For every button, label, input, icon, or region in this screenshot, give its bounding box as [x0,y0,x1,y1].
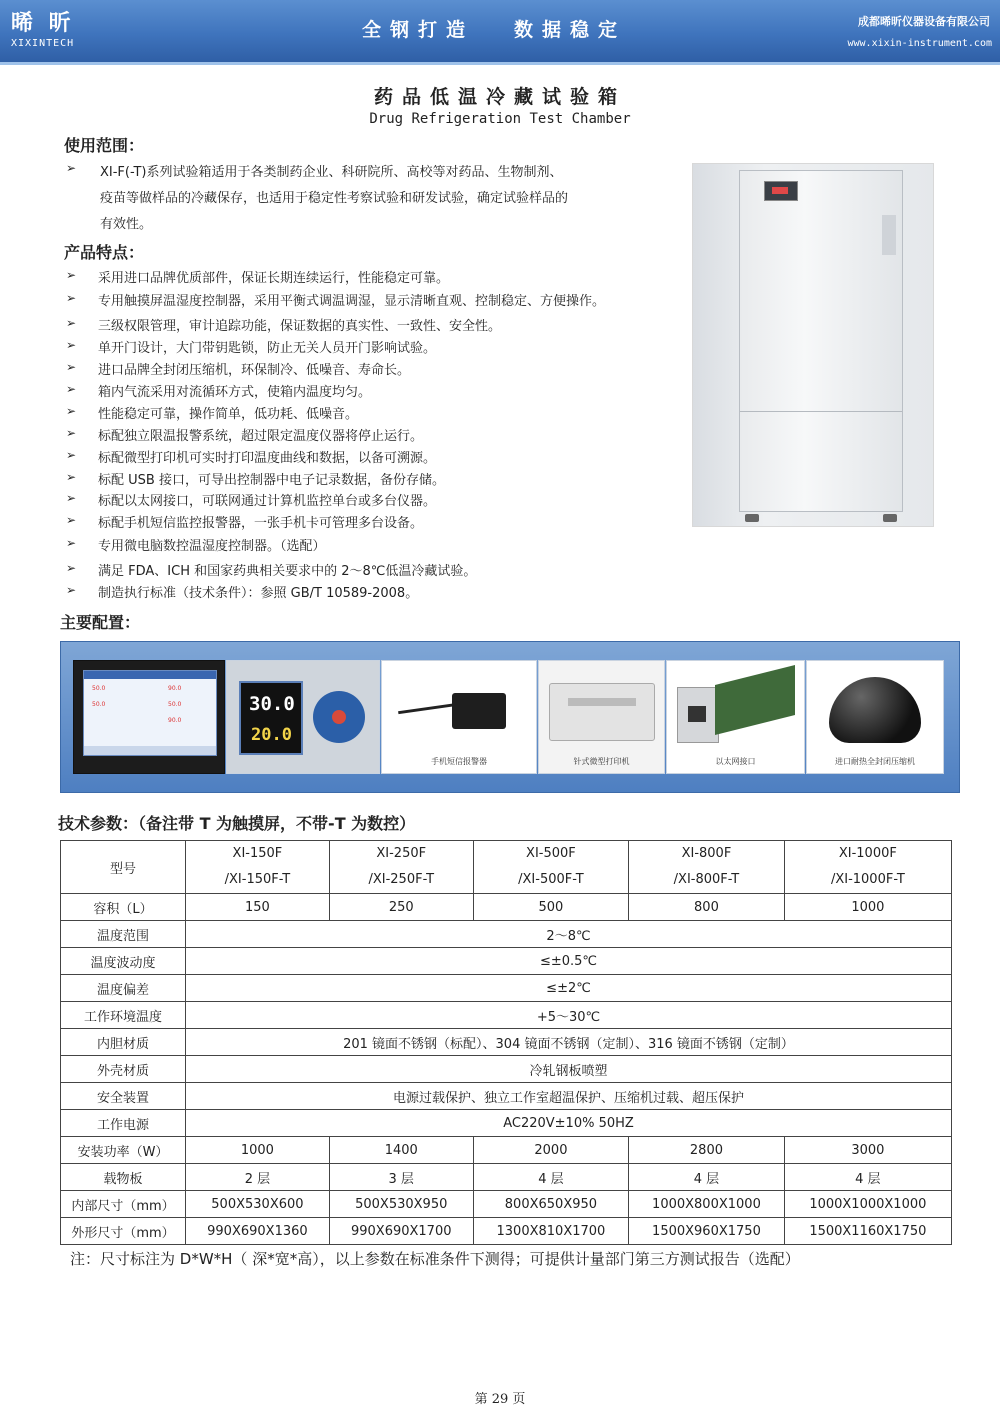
model-name-touch: /XI-250F-T [368,872,435,887]
controller-center-key-icon [332,710,346,724]
printer-image [538,660,665,774]
spec-value: 4 层 [473,1164,629,1191]
feature-item: 标配以太网接口，可联网通过计算机监控单台或多台仪器。 [98,494,437,509]
arrow-bullet-icon: ➢ [66,426,77,440]
arrow-bullet-icon: ➢ [66,536,77,550]
compressor-icon [829,677,921,743]
spec-value: 800X650X950 [473,1191,629,1218]
brand-name-cn: 晞 昕 [11,11,75,36]
rj45-port-icon [688,706,706,722]
control-panel-icon [764,181,798,201]
page-title-en: Drug Refrigeration Test Chamber [369,111,631,127]
spec-value: ≤±0.5℃ [186,948,952,975]
spec-value: 3000 [784,1137,951,1164]
spec-row [61,1083,952,1110]
spec-value: +5～30℃ [186,1002,952,1029]
controller-display [239,681,303,755]
company-name: 成都晞昕仪器设备有限公司 [858,15,990,28]
slogan-part-2: 数据稳定 [514,19,627,41]
caster-icon [883,514,897,522]
spec-value: 2000 [473,1137,629,1164]
spec-label: 内部尺寸（mm） [61,1191,186,1218]
feature-item: 进口品牌全封闭压缩机，环保制冷、低噪音、寿命长。 [98,363,411,378]
spec-value: 1500X1160X1750 [784,1218,951,1245]
spec-label: 工作环境温度 [61,1002,186,1029]
sms-alarm-image [381,660,537,774]
spec-value: 1500X960X1750 [629,1218,785,1245]
spec-value: 2 层 [186,1164,330,1191]
spec-row [61,921,952,948]
touchscreen-display [83,670,217,756]
spec-value: 2～8℃ [186,921,952,948]
spec-value: 990X690X1360 [186,1218,330,1245]
spec-model-cell [186,841,330,894]
spec-value: 电源过载保护、独立工作室超温保护、压缩机过载、超压保护 [186,1083,952,1110]
model-name-touch: /XI-150F-T [224,872,291,887]
spec-note: 注：尺寸标注为 D*W*H（ 深*宽*高），以上参数在标准条件下测得；可提供计量部门第三方测试报告（选配） [70,1250,800,1268]
company-url: www.xixin-instrument.com [847,38,992,49]
arrow-bullet-icon: ➢ [66,448,77,462]
spec-value: 800 [629,894,785,921]
spec-row [61,1218,952,1245]
digital-controller-image [226,660,380,774]
arrow-bullet-icon: ➢ [66,513,77,527]
label-sticker [882,215,896,255]
spec-value: 250 [329,894,473,921]
spec-row [61,1137,952,1164]
spec-value: 2800 [629,1137,785,1164]
chamber-cabinet-illustration [739,170,903,512]
spec-row [61,1191,952,1218]
spec-value: 1000 [784,894,951,921]
arrow-bullet-icon: ➢ [66,491,77,505]
spec-label: 工作电源 [61,1110,186,1137]
spec-model-cell [629,841,785,894]
spec-row [61,1056,952,1083]
paper-slot-icon [568,698,636,706]
screen-value: 50.0 [92,685,106,692]
spec-value: 4 层 [629,1164,785,1191]
arrow-bullet-icon: ➢ [66,161,77,175]
header-slogan [362,15,626,42]
spec-label: 外形尺寸（mm） [61,1218,186,1245]
usage-heading: 使用范围： [64,136,145,155]
arrow-bullet-icon: ➢ [66,268,77,282]
spec-label: 温度波动度 [61,948,186,975]
printer-icon [549,683,655,741]
feature-item: 箱内气流采用对流循环方式，使箱内温度均匀。 [98,385,372,400]
page-number: 第 29 页 [474,1392,526,1407]
spec-value: 990X690X1700 [329,1218,473,1245]
model-name: XI-500F [526,846,576,861]
spec-model-cell [329,841,473,894]
brand-name-en: XIXINTECH [11,38,75,49]
feature-item: 标配手机短信监控报警器，一张手机卡可管理多台设备。 [98,516,424,531]
feature-item: 制造执行标准（技术条件）：参照 GB/T 10589-2008。 [98,586,419,601]
spec-value: 500X530X600 [186,1191,330,1218]
arrow-bullet-icon: ➢ [66,404,77,418]
feature-item: 专用微电脑数控温湿度控制器。（选配） [98,539,326,554]
spec-value: 1000X1000X1000 [784,1191,951,1218]
page-header [0,0,1000,65]
config-strip [60,641,960,793]
spec-model-cell [473,841,629,894]
controller-readout-1: 30.0 [249,693,295,715]
model-name-touch: /XI-800F-T [673,872,740,887]
product-photo [692,163,934,527]
arrow-bullet-icon: ➢ [66,561,77,575]
arrow-bullet-icon: ➢ [66,470,77,484]
spec-value: 3 层 [329,1164,473,1191]
screen-button-bar [84,746,216,755]
arrow-bullet-icon: ➢ [66,291,77,305]
spec-label: 安装功率（W） [61,1137,186,1164]
model-name: XI-250F [376,846,427,861]
spec-value: 500X530X950 [329,1191,473,1218]
spec-row [61,894,952,921]
spec-table [60,840,952,1245]
spec-row [61,1029,952,1056]
controller-keypad-icon [313,691,365,743]
screen-title-bar [84,671,216,679]
spec-label: 安全装置 [61,1083,186,1110]
feature-item: 标配独立限温报警系统，超过限定温度仪器将停止运行。 [98,429,424,444]
spec-value: 1300X810X1700 [473,1218,629,1245]
feature-item: 满足 FDA、ICH 和国家药典相关要求中的 2～8℃低温冷藏试验。 [98,564,477,579]
screen-value: 50.0 [168,701,182,708]
usage-line: 疫苗等做样品的冷藏保存，也适用于稳定性考察试验和研发试验，确定试验样品的 [100,191,569,206]
spec-value: 500 [473,894,629,921]
spec-value: ≤±2℃ [186,975,952,1002]
arrow-bullet-icon: ➢ [66,382,77,396]
spec-value: 4 层 [784,1164,951,1191]
config-caption: 以太网接口 [715,757,756,766]
spec-label: 外壳材质 [61,1056,186,1083]
spec-value: 150 [186,894,330,921]
spec-label: 内胆材质 [61,1029,186,1056]
cabinet-divider [740,411,902,412]
spec-label: 容积（L） [61,894,186,921]
features-heading: 产品特点： [64,243,145,262]
spec-label: 型号 [61,841,186,894]
screen-value: 50.0 [92,701,106,708]
usage-line: 有效性。 [100,217,153,232]
controller-readout-2: 20.0 [251,725,292,745]
spec-value: 1000X800X1000 [629,1191,785,1218]
model-name-touch: /XI-1000F-T [830,872,905,887]
arrow-bullet-icon: ➢ [66,583,77,597]
spec-model-cell [784,841,951,894]
screen-value: 90.0 [168,685,182,692]
spec-row [61,1110,952,1137]
screen-value: 90.0 [168,717,182,724]
antenna-icon [398,703,458,714]
model-name-touch: /XI-500F-T [518,872,584,887]
spec-value: AC220V±10% 50HZ [186,1110,952,1137]
spec-value: 1000 [186,1137,330,1164]
circuit-board-icon [715,665,795,735]
feature-item: 性能稳定可靠，操作简单，低功耗、低噪音。 [98,407,359,422]
compressor-image [806,660,944,774]
caster-icon [745,514,759,522]
model-name: XI-150F [232,846,283,861]
config-heading: 主要配置： [60,613,141,632]
spec-heading: 技术参数：（备注带 T 为触摸屏，不带-T 为数控） [58,814,416,833]
touchscreen-controller-image [73,660,225,774]
spec-row-model [61,841,952,894]
spec-label: 温度偏差 [61,975,186,1002]
page-title-cn: 药品低温冷藏试验箱 [373,86,626,108]
arrow-bullet-icon: ➢ [66,338,77,352]
spec-row [61,1002,952,1029]
model-name: XI-800F [681,846,732,861]
usage-line: XI-F(-T)系列试验箱适用于各类制药企业、科研院所、高校等对药品、生物制剂、 [100,165,563,180]
spec-value: 1400 [329,1137,473,1164]
feature-item: 标配微型打印机可实时打印温度曲线和数据，以备可溯源。 [98,451,437,466]
feature-item: 采用进口品牌优质部件，保证长期连续运行，性能稳定可靠。 [98,271,450,286]
model-name: XI-1000F [838,846,897,861]
config-caption: 手机短信报警器 [431,757,487,766]
feature-item: 标配 USB 接口，可导出控制器中电子记录数据，备份存储。 [98,473,445,488]
spec-row [61,948,952,975]
arrow-bullet-icon: ➢ [66,360,77,374]
spec-value: 201 镜面不锈钢（标配）、304 镜面不锈钢（定制）、316 镜面不锈钢（定制） [186,1029,952,1056]
feature-item: 单开门设计，大门带钥匙锁，防止无关人员开门影响试验。 [98,341,437,356]
arrow-bullet-icon: ➢ [66,316,77,330]
ethernet-card-image [666,660,805,774]
spec-row [61,975,952,1002]
config-caption: 针式微型打印机 [573,757,630,766]
spec-row [61,1164,952,1191]
slogan-part-1: 全钢打造 [362,19,475,41]
spec-label: 载物板 [61,1164,186,1191]
feature-item: 专用触摸屏温湿度控制器，采用平衡式调温调湿，显示清晰直观、控制稳定、方便操作。 [98,294,606,309]
spec-label: 温度范围 [61,921,186,948]
ethernet-bracket-icon [677,687,719,743]
feature-item: 三级权限管理，审计追踪功能，保证数据的真实性、一致性、安全性。 [98,319,502,334]
alarm-box-icon [452,693,506,729]
spec-value: 冷轧钢板喷塑 [186,1056,952,1083]
config-caption: 进口耐热全封闭压缩机 [835,757,915,766]
